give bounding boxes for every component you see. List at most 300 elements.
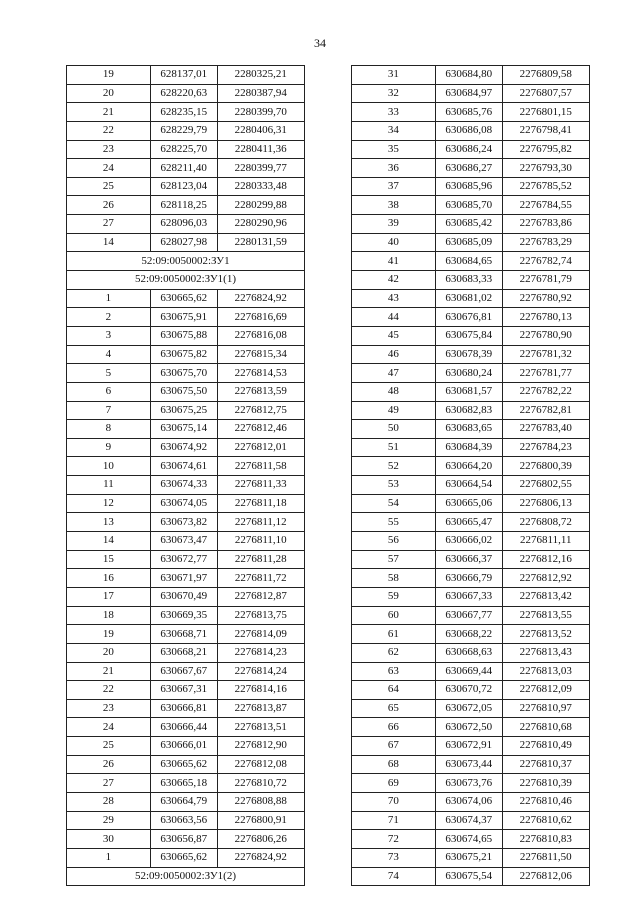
x-coordinate-cell: 630683,65 — [435, 420, 502, 439]
table-row — [67, 681, 305, 700]
y-coordinate-cell: 2280131,59 — [217, 233, 304, 252]
x-coordinate-cell: 628137,01 — [150, 66, 217, 85]
point-number-cell: 34 — [352, 121, 436, 140]
y-coordinate-cell: 2276815,34 — [217, 345, 304, 364]
table-row — [67, 196, 305, 215]
x-coordinate-cell: 628118,25 — [150, 196, 217, 215]
table-row — [67, 177, 305, 196]
point-number-cell: 74 — [352, 867, 436, 886]
x-coordinate-cell: 630685,09 — [435, 233, 502, 252]
table-row — [352, 513, 590, 532]
y-coordinate-cell: 2276795,82 — [502, 140, 589, 159]
x-coordinate-cell: 628123,04 — [150, 177, 217, 196]
point-number-cell: 9 — [67, 438, 151, 457]
point-number-cell: 66 — [352, 718, 436, 737]
point-number-cell: 11 — [67, 476, 151, 495]
y-coordinate-cell: 2276811,72 — [217, 569, 304, 588]
x-coordinate-cell: 630675,91 — [150, 308, 217, 327]
y-coordinate-cell: 2276814,16 — [217, 681, 304, 700]
table-row — [67, 326, 305, 345]
table-row — [352, 848, 590, 867]
y-coordinate-cell: 2276780,13 — [502, 308, 589, 327]
x-coordinate-cell: 630673,47 — [150, 532, 217, 551]
x-coordinate-cell: 630665,62 — [150, 848, 217, 867]
point-number-cell: 54 — [352, 494, 436, 513]
table-row — [352, 625, 590, 644]
table-row — [67, 271, 305, 290]
table-row — [67, 587, 305, 606]
point-number-cell: 60 — [352, 606, 436, 625]
y-coordinate-cell: 2276810,68 — [502, 718, 589, 737]
point-number-cell: 32 — [352, 84, 436, 103]
x-coordinate-cell: 630674,05 — [150, 494, 217, 513]
x-coordinate-cell: 630685,42 — [435, 215, 502, 234]
x-coordinate-cell: 630675,88 — [150, 326, 217, 345]
x-coordinate-cell: 630675,70 — [150, 364, 217, 383]
point-number-cell: 25 — [67, 737, 151, 756]
point-number-cell: 41 — [352, 252, 436, 271]
y-coordinate-cell: 2276811,58 — [217, 457, 304, 476]
point-number-cell: 43 — [352, 289, 436, 308]
x-coordinate-cell: 630686,08 — [435, 121, 502, 140]
y-coordinate-cell: 2280406,31 — [217, 121, 304, 140]
table-row — [67, 792, 305, 811]
y-coordinate-cell: 2276813,42 — [502, 587, 589, 606]
point-number-cell: 15 — [67, 550, 151, 569]
table-row — [67, 140, 305, 159]
x-coordinate-cell: 630672,05 — [435, 699, 502, 718]
x-coordinate-cell: 630681,02 — [435, 289, 502, 308]
table-row — [352, 532, 590, 551]
x-coordinate-cell: 630664,20 — [435, 457, 502, 476]
point-number-cell: 62 — [352, 643, 436, 662]
x-coordinate-cell: 630685,76 — [435, 103, 502, 122]
x-coordinate-cell: 630673,44 — [435, 755, 502, 774]
table-row — [352, 811, 590, 830]
point-number-cell: 31 — [352, 66, 436, 85]
point-number-cell: 67 — [352, 737, 436, 756]
x-coordinate-cell: 630678,39 — [435, 345, 502, 364]
point-number-cell: 68 — [352, 755, 436, 774]
table-row — [352, 345, 590, 364]
point-number-cell: 72 — [352, 830, 436, 849]
y-coordinate-cell: 2276782,74 — [502, 252, 589, 271]
y-coordinate-cell: 2276812,01 — [217, 438, 304, 457]
x-coordinate-cell: 630674,61 — [150, 457, 217, 476]
point-number-cell: 51 — [352, 438, 436, 457]
table-row — [352, 737, 590, 756]
point-number-cell: 8 — [67, 420, 151, 439]
point-number-cell: 4 — [67, 345, 151, 364]
table-row — [352, 215, 590, 234]
y-coordinate-cell: 2276801,15 — [502, 103, 589, 122]
table-row — [352, 830, 590, 849]
table-row — [67, 643, 305, 662]
y-coordinate-cell: 2276814,09 — [217, 625, 304, 644]
x-coordinate-cell: 630683,33 — [435, 271, 502, 290]
point-number-cell: 61 — [352, 625, 436, 644]
table-row — [352, 550, 590, 569]
point-number-cell: 35 — [352, 140, 436, 159]
page-number: 34 — [314, 36, 326, 50]
point-number-cell: 40 — [352, 233, 436, 252]
section-label: 52:09:0050002:ЗУ1(1) — [67, 271, 305, 290]
table-row — [352, 233, 590, 252]
point-number-cell: 42 — [352, 271, 436, 290]
x-coordinate-cell: 628225,70 — [150, 140, 217, 159]
point-number-cell: 63 — [352, 662, 436, 681]
point-number-cell: 70 — [352, 792, 436, 811]
table-row — [67, 401, 305, 420]
point-number-cell: 65 — [352, 699, 436, 718]
x-coordinate-cell: 630666,37 — [435, 550, 502, 569]
x-coordinate-cell: 630666,79 — [435, 569, 502, 588]
point-number-cell: 29 — [67, 811, 151, 830]
x-coordinate-cell: 630665,62 — [150, 289, 217, 308]
x-coordinate-cell: 630686,27 — [435, 159, 502, 178]
table-row — [352, 587, 590, 606]
table-row — [67, 457, 305, 476]
table-row — [352, 140, 590, 159]
x-coordinate-cell: 630675,14 — [150, 420, 217, 439]
y-coordinate-cell: 2276814,53 — [217, 364, 304, 383]
table-row — [352, 457, 590, 476]
table-row — [67, 289, 305, 308]
y-coordinate-cell: 2276782,81 — [502, 401, 589, 420]
point-number-cell: 28 — [67, 792, 151, 811]
section-label: 52:09:0050002:ЗУ1 — [67, 252, 305, 271]
table-row — [67, 66, 305, 85]
y-coordinate-cell: 2276816,69 — [217, 308, 304, 327]
y-coordinate-cell: 2276781,77 — [502, 364, 589, 383]
y-coordinate-cell: 2276808,88 — [217, 792, 304, 811]
point-number-cell: 10 — [67, 457, 151, 476]
x-coordinate-cell: 630667,33 — [435, 587, 502, 606]
point-number-cell: 45 — [352, 326, 436, 345]
x-coordinate-cell: 628220,63 — [150, 84, 217, 103]
point-number-cell: 37 — [352, 177, 436, 196]
x-coordinate-cell: 630672,91 — [435, 737, 502, 756]
x-coordinate-cell: 630669,44 — [435, 662, 502, 681]
x-coordinate-cell: 630668,71 — [150, 625, 217, 644]
table-row — [352, 177, 590, 196]
y-coordinate-cell: 2276781,79 — [502, 271, 589, 290]
point-number-cell: 26 — [67, 196, 151, 215]
y-coordinate-cell: 2276811,33 — [217, 476, 304, 495]
point-number-cell: 22 — [67, 681, 151, 700]
y-coordinate-cell: 2276812,92 — [502, 569, 589, 588]
point-number-cell: 24 — [67, 159, 151, 178]
y-coordinate-cell: 2280411,36 — [217, 140, 304, 159]
y-coordinate-cell: 2276824,92 — [217, 289, 304, 308]
table-row — [352, 662, 590, 681]
point-number-cell: 38 — [352, 196, 436, 215]
y-coordinate-cell: 2276813,03 — [502, 662, 589, 681]
y-coordinate-cell: 2280325,21 — [217, 66, 304, 85]
table-row — [67, 625, 305, 644]
point-number-cell: 36 — [352, 159, 436, 178]
y-coordinate-cell: 2276811,28 — [217, 550, 304, 569]
table-row — [67, 755, 305, 774]
table-row — [67, 737, 305, 756]
point-number-cell: 64 — [352, 681, 436, 700]
x-coordinate-cell: 630675,50 — [150, 382, 217, 401]
table-row — [352, 159, 590, 178]
point-number-cell: 56 — [352, 532, 436, 551]
x-coordinate-cell: 630684,65 — [435, 252, 502, 271]
x-coordinate-cell: 630681,57 — [435, 382, 502, 401]
x-coordinate-cell: 630668,21 — [150, 643, 217, 662]
y-coordinate-cell: 2276783,29 — [502, 233, 589, 252]
table-row — [352, 606, 590, 625]
table-row — [67, 774, 305, 793]
point-number-cell: 3 — [67, 326, 151, 345]
table-row — [67, 121, 305, 140]
y-coordinate-cell: 2276807,57 — [502, 84, 589, 103]
point-number-cell: 2 — [67, 308, 151, 327]
x-coordinate-cell: 628027,98 — [150, 233, 217, 252]
y-coordinate-cell: 2280333,48 — [217, 177, 304, 196]
y-coordinate-cell: 2276813,51 — [217, 718, 304, 737]
x-coordinate-cell: 630667,77 — [435, 606, 502, 625]
table-row — [67, 718, 305, 737]
point-number-cell: 6 — [67, 382, 151, 401]
point-number-cell: 57 — [352, 550, 436, 569]
point-number-cell: 17 — [67, 587, 151, 606]
x-coordinate-cell: 630684,97 — [435, 84, 502, 103]
x-coordinate-cell: 630666,44 — [150, 718, 217, 737]
table-row — [352, 271, 590, 290]
x-coordinate-cell: 630673,82 — [150, 513, 217, 532]
table-row — [352, 438, 590, 457]
point-number-cell: 53 — [352, 476, 436, 495]
y-coordinate-cell: 2276810,72 — [217, 774, 304, 793]
y-coordinate-cell: 2276810,49 — [502, 737, 589, 756]
point-number-cell: 55 — [352, 513, 436, 532]
y-coordinate-cell: 2276812,08 — [217, 755, 304, 774]
x-coordinate-cell: 630665,06 — [435, 494, 502, 513]
y-coordinate-cell: 2276810,97 — [502, 699, 589, 718]
y-coordinate-cell: 2276785,52 — [502, 177, 589, 196]
point-number-cell: 23 — [67, 699, 151, 718]
table-row — [67, 699, 305, 718]
table-row — [67, 494, 305, 513]
x-coordinate-cell: 630656,87 — [150, 830, 217, 849]
point-number-cell: 52 — [352, 457, 436, 476]
x-coordinate-cell: 630668,63 — [435, 643, 502, 662]
point-number-cell: 44 — [352, 308, 436, 327]
point-number-cell: 22 — [67, 121, 151, 140]
x-coordinate-cell: 630667,67 — [150, 662, 217, 681]
point-number-cell: 19 — [67, 66, 151, 85]
x-coordinate-cell: 630663,56 — [150, 811, 217, 830]
point-number-cell: 7 — [67, 401, 151, 420]
table-row — [67, 382, 305, 401]
x-coordinate-cell: 630667,31 — [150, 681, 217, 700]
point-number-cell: 25 — [67, 177, 151, 196]
point-number-cell: 18 — [67, 606, 151, 625]
y-coordinate-cell: 2280399,70 — [217, 103, 304, 122]
y-coordinate-cell: 2276781,32 — [502, 345, 589, 364]
table-row — [67, 345, 305, 364]
x-coordinate-cell: 630686,24 — [435, 140, 502, 159]
x-coordinate-cell: 630675,82 — [150, 345, 217, 364]
y-coordinate-cell: 2276813,75 — [217, 606, 304, 625]
point-number-cell: 48 — [352, 382, 436, 401]
x-coordinate-cell: 630665,18 — [150, 774, 217, 793]
section-label: 52:09:0050002:ЗУ1(2) — [67, 867, 305, 886]
y-coordinate-cell: 2276813,52 — [502, 625, 589, 644]
table-row — [352, 84, 590, 103]
x-coordinate-cell: 630684,80 — [435, 66, 502, 85]
table-row — [352, 494, 590, 513]
point-number-cell: 49 — [352, 401, 436, 420]
table-row — [352, 364, 590, 383]
point-number-cell: 50 — [352, 420, 436, 439]
point-number-cell: 71 — [352, 811, 436, 830]
y-coordinate-cell: 2276811,18 — [217, 494, 304, 513]
x-coordinate-cell: 630668,22 — [435, 625, 502, 644]
x-coordinate-cell: 630665,47 — [435, 513, 502, 532]
y-coordinate-cell: 2276810,46 — [502, 792, 589, 811]
point-number-cell: 23 — [67, 140, 151, 159]
point-number-cell: 30 — [67, 830, 151, 849]
table-row — [67, 662, 305, 681]
x-coordinate-cell: 630664,54 — [435, 476, 502, 495]
table-row — [352, 681, 590, 700]
x-coordinate-cell: 630685,96 — [435, 177, 502, 196]
point-number-cell: 14 — [67, 233, 151, 252]
y-coordinate-cell: 2280387,94 — [217, 84, 304, 103]
y-coordinate-cell: 2276800,39 — [502, 457, 589, 476]
y-coordinate-cell: 2276812,46 — [217, 420, 304, 439]
point-number-cell: 69 — [352, 774, 436, 793]
table-row — [352, 699, 590, 718]
x-coordinate-cell: 628235,15 — [150, 103, 217, 122]
table-row — [67, 848, 305, 867]
x-coordinate-cell: 630675,54 — [435, 867, 502, 886]
table-row — [67, 867, 305, 886]
y-coordinate-cell: 2276798,41 — [502, 121, 589, 140]
table-row — [352, 643, 590, 662]
y-coordinate-cell: 2276811,50 — [502, 848, 589, 867]
y-coordinate-cell: 2276813,59 — [217, 382, 304, 401]
y-coordinate-cell: 2276812,87 — [217, 587, 304, 606]
table-row — [67, 233, 305, 252]
y-coordinate-cell: 2276810,39 — [502, 774, 589, 793]
y-coordinate-cell: 2276813,43 — [502, 643, 589, 662]
x-coordinate-cell: 628096,03 — [150, 215, 217, 234]
point-number-cell: 1 — [67, 289, 151, 308]
x-coordinate-cell: 628229,79 — [150, 121, 217, 140]
x-coordinate-cell: 630675,21 — [435, 848, 502, 867]
x-coordinate-cell: 630675,84 — [435, 326, 502, 345]
x-coordinate-cell: 630666,01 — [150, 737, 217, 756]
x-coordinate-cell: 630671,97 — [150, 569, 217, 588]
x-coordinate-cell: 630674,65 — [435, 830, 502, 849]
x-coordinate-cell: 630666,81 — [150, 699, 217, 718]
table-row — [352, 718, 590, 737]
point-number-cell: 27 — [67, 774, 151, 793]
table-row — [67, 308, 305, 327]
x-coordinate-cell: 630674,37 — [435, 811, 502, 830]
table-row — [67, 476, 305, 495]
y-coordinate-cell: 2276811,11 — [502, 532, 589, 551]
table-row — [352, 792, 590, 811]
point-number-cell: 27 — [67, 215, 151, 234]
x-coordinate-cell: 630673,76 — [435, 774, 502, 793]
x-coordinate-cell: 630674,92 — [150, 438, 217, 457]
y-coordinate-cell: 2276784,55 — [502, 196, 589, 215]
y-coordinate-cell: 2276812,90 — [217, 737, 304, 756]
x-coordinate-cell: 630684,39 — [435, 438, 502, 457]
y-coordinate-cell: 2276800,91 — [217, 811, 304, 830]
y-coordinate-cell: 2276813,87 — [217, 699, 304, 718]
table-row — [67, 215, 305, 234]
table-row — [67, 830, 305, 849]
y-coordinate-cell: 2276810,62 — [502, 811, 589, 830]
x-coordinate-cell: 630665,62 — [150, 755, 217, 774]
y-coordinate-cell: 2276812,06 — [502, 867, 589, 886]
point-number-cell: 21 — [67, 662, 151, 681]
y-coordinate-cell: 2276809,58 — [502, 66, 589, 85]
x-coordinate-cell: 630669,35 — [150, 606, 217, 625]
y-coordinate-cell: 2276812,09 — [502, 681, 589, 700]
table-row — [352, 121, 590, 140]
y-coordinate-cell: 2276783,86 — [502, 215, 589, 234]
table-row — [67, 84, 305, 103]
table-row — [352, 755, 590, 774]
y-coordinate-cell: 2276806,13 — [502, 494, 589, 513]
point-number-cell: 46 — [352, 345, 436, 364]
x-coordinate-cell: 630674,33 — [150, 476, 217, 495]
table-row — [67, 438, 305, 457]
y-coordinate-cell: 2276810,37 — [502, 755, 589, 774]
y-coordinate-cell: 2276782,22 — [502, 382, 589, 401]
point-number-cell: 20 — [67, 643, 151, 662]
point-number-cell: 33 — [352, 103, 436, 122]
table-row — [352, 196, 590, 215]
y-coordinate-cell: 2276824,92 — [217, 848, 304, 867]
x-coordinate-cell: 630664,79 — [150, 792, 217, 811]
y-coordinate-cell: 2280299,88 — [217, 196, 304, 215]
table-row — [67, 513, 305, 532]
point-number-cell: 59 — [352, 587, 436, 606]
coordinates-table-left — [66, 65, 305, 886]
y-coordinate-cell: 2276810,83 — [502, 830, 589, 849]
x-coordinate-cell: 630672,50 — [435, 718, 502, 737]
point-number-cell: 39 — [352, 215, 436, 234]
table-row — [67, 364, 305, 383]
table-row — [352, 774, 590, 793]
y-coordinate-cell: 2276780,90 — [502, 326, 589, 345]
y-coordinate-cell: 2276780,92 — [502, 289, 589, 308]
y-coordinate-cell: 2276808,72 — [502, 513, 589, 532]
x-coordinate-cell: 630682,83 — [435, 401, 502, 420]
y-coordinate-cell: 2276811,10 — [217, 532, 304, 551]
table-row — [352, 476, 590, 495]
y-coordinate-cell: 2276806,26 — [217, 830, 304, 849]
point-number-cell: 73 — [352, 848, 436, 867]
table-row — [67, 569, 305, 588]
x-coordinate-cell: 630680,24 — [435, 364, 502, 383]
x-coordinate-cell: 630675,25 — [150, 401, 217, 420]
point-number-cell: 16 — [67, 569, 151, 588]
point-number-cell: 47 — [352, 364, 436, 383]
table-row — [67, 532, 305, 551]
table-row — [352, 103, 590, 122]
point-number-cell: 13 — [67, 513, 151, 532]
